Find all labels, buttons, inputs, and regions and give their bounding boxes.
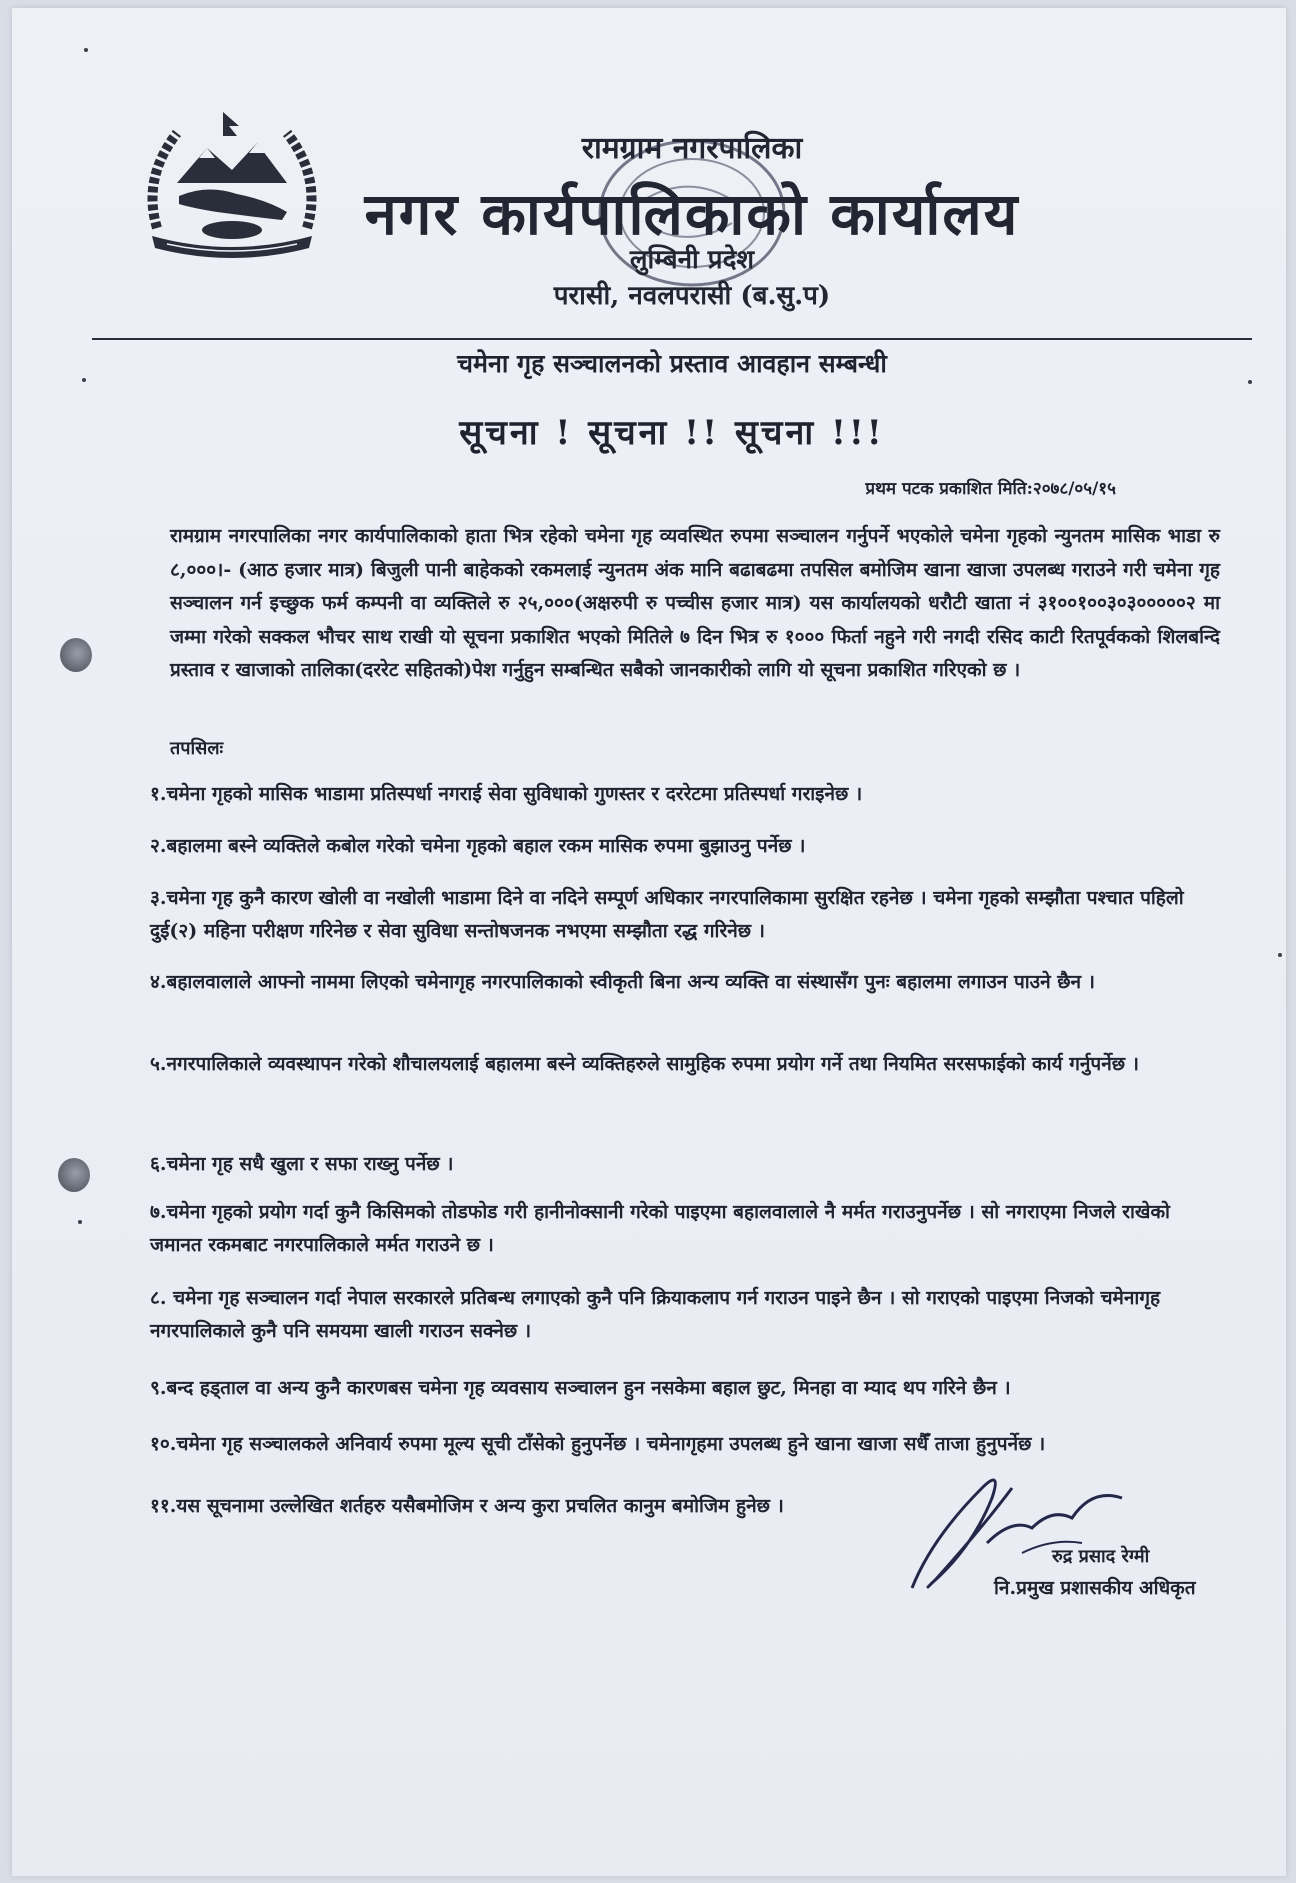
list-item: ६.चमेना गृह सधै खुला र सफा राख्नु पर्नेछ । xyxy=(150,1153,454,1175)
list-item: १०.चमेना गृह सञ्चालकले अनिवार्य रुपमा मूल्य सूची टाँसेको हुनुपर्नेछ । चमेनागृहमा उपलब्ध हुने खाना खाजा सधैँ ताजा हुनुपर्नेछ । xyxy=(150,1433,1046,1455)
speck xyxy=(1278,953,1282,957)
list-item: ७.चमेना गृहको प्रयोग गर्दा कुनै किसिमको तोडफोड गरी हानीनोक्सानी गरेको पाइएमा बहालवालाले नै मर्मत गराउनुपर्नेछ । सो नगराएमा निजले राखेको जमानत रकमबाट नगरपालिकाले मर्मत गराउने छ । xyxy=(150,1201,1170,1256)
municipality-name: रामग्राम नगरपालिका xyxy=(581,131,803,166)
speck xyxy=(82,378,86,382)
punch-hole xyxy=(58,1158,90,1192)
notice-sheet xyxy=(12,8,1286,1876)
speck xyxy=(78,1220,82,1224)
publication-date: प्रथम पटक प्रकाशित मिति:२०७८/०५/१५ xyxy=(865,479,1116,499)
punch-hole xyxy=(60,638,92,672)
list-item: २.बहालमा बस्ने व्यक्तिले कबोल गरेको चमेना गृहको बहाल रकम मासिक रुपमा बुझाउनु पर्नेछ । xyxy=(150,835,806,857)
notice-heading: सूचना ! सूचना !! सूचना !!! xyxy=(459,413,885,453)
list-item: ४.बहालवालाले आफ्नो नाममा लिएको चमेनागृह नगरपालिकाको स्वीकृती बिना अन्य व्यक्ति वा संस्थासँग पुनः बहालमा लगाउन पाउने छैन । xyxy=(150,971,1095,993)
office-address: परासी, नवलपरासी (ब.सु.प) xyxy=(553,281,831,311)
list-item: ३.चमेना गृह कुनै कारण खोली वा नखोली भाडामा दिने वा नदिने सम्पूर्ण अधिकार नगरपालिकामा सुरक्षित रहनेछ । चमेना गृहको सम्झौता पश्चात पहिलो दुई(२) महिना परीक्षण गरिनेछ र सेवा सुविधा सन्तोषजनक नभएमा सम्झौता रद्ध गरिनेछ । xyxy=(150,887,1184,942)
signer-name: रुद्र प्रसाद रेग्मी xyxy=(1052,1546,1150,1567)
speck xyxy=(1248,380,1252,384)
list-item: ८. चमेना गृह सञ्चालन गर्दा नेपाल सरकारले प्रतिबन्ध लगाएको कुनै पनि क्रियाकलाप गर्न गराउन पाइने छैन । सो गराएको पाइएमा निजको चमेनागृह नगरपालिकाले कुनै पनि समयमा खाली गराउन सक्नेछ । xyxy=(150,1287,1161,1342)
list-item: ५.नगरपालिकाले व्यवस्थापन गरेको शौचालयलाई बहालमा बस्ने व्यक्तिहरुले सामुहिक रुपमा प्रयोग गर्ने तथा नियमित सरसफाईको कार्य गर्नुपर्नेछ । xyxy=(150,1053,1139,1075)
schedule-label: तपसिलः xyxy=(170,738,224,759)
notice-subject: चमेना गृह सञ्चालनको प्रस्ताव आवहान सम्बन्धी xyxy=(457,349,887,378)
signer-title: नि.प्रमुख प्रशासकीय अधिकृत xyxy=(994,1577,1196,1599)
office-title: नगर कार्यपालिकाको कार्यालय xyxy=(364,180,1020,248)
list-item: ११.यस सूचनामा उल्लेखित शर्तहरु यसैबमोजिम र अन्य कुरा प्रचलित कानुम बमोजिम हुनेछ । xyxy=(150,1495,784,1517)
header-divider xyxy=(92,338,1252,340)
nepal-emblem-icon xyxy=(137,108,327,258)
notice-body: रामग्राम नगरपालिका नगर कार्यपालिकाको हाता भित्र रहेको चमेना गृह व्यवस्थित रुपमा सञ्चालन गर्नुपर्ने भएकोले चमेना गृहको न्युनतम मासिक भाडा रु ८,०००।- (आठ हजार मात्र) बिजुली पानी बाहेकको रकमलाई न्युनतम अंक मानि बढाबढमा तपसिल बमोजिम खाना खाजा उपलब्ध गराउने गरी चमेना गृह सञ्चालन गर्न इच्छुक फर्म कम्पनी वा व्यक्तिले रु २५,०००(अक्षरुपी रु पच्चीस हजार मात्र) यस कार्यालयको धरौटी खाता नं ३१००१००३०३०००००२ मा जम्मा गरेको सक्कल भौचर साथ राखी यो सूचना प्रकाशित भएको मितिले ७ दिन भित्र रु १००० फिर्ता नहुने गरी नगदी रसिद काटी रितपूर्वकको शिलबन्दि प्रस्ताव र खाजाको तालिका(दररेट सहितको)पेश गर्नुहुन सम्बन्धित सबैको जानकारीको लागि यो सूचना प्रकाशित गरिएको छ । xyxy=(170,525,1220,681)
list-item: १.चमेना गृहको मासिक भाडामा प्रतिस्पर्धा नगराई सेवा सुविधाको गुणस्तर र दररेटमा प्रतिस्पर्धा गराइनेछ । xyxy=(150,783,863,805)
list-item: ९.बन्द हड्ताल वा अन्य कुनै कारणबस चमेना गृह व्यवसाय सञ्चालन हुन नसकेमा बहाल छुट, मिनहा वा म्याद थप गरिने छैन । xyxy=(150,1377,1011,1399)
speck xyxy=(84,48,88,52)
province-name: लुम्बिनी प्रदेश xyxy=(629,245,755,275)
